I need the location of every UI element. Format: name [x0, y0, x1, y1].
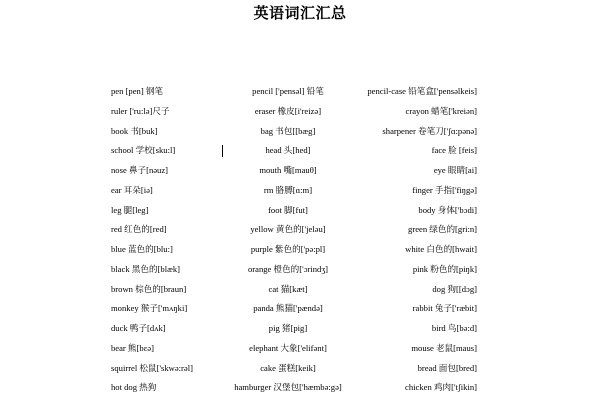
vocab-row — [0, 161, 600, 181]
vocab-entry: face 脸 [feis] — [431, 145, 477, 156]
vocabulary-table — [0, 82, 600, 398]
vocab-entry: bread 面包[bred] — [417, 362, 477, 373]
vocab-entry: white 白色的[hwait] — [405, 244, 477, 254]
vocab-entry: mouse 老鼠[maus] — [411, 342, 477, 353]
vocab-row — [0, 378, 600, 398]
vocab-entry: bear 熊[bɛə] — [111, 342, 154, 353]
vocab-row — [0, 280, 600, 300]
vocab-entry: leg 腿[leg] — [111, 204, 149, 215]
vocab-row — [0, 82, 600, 102]
vocab-entry: red 红色的[red] — [111, 224, 167, 235]
vocab-entry: duck 鸭子[dʌk] — [111, 323, 166, 333]
vocab-entry: body 身体['bɔdi] — [418, 204, 477, 215]
vocab-entry: orange 橙色的['ɔrindʒ] — [247, 263, 329, 274]
vocab-entry: green 绿色的[gri:n] — [408, 224, 477, 235]
vocab-entry: pig 猪[pig] — [268, 323, 308, 333]
vocab-row — [0, 141, 600, 161]
vocab-entry: chicken 鸡肉['tʃikin] — [405, 382, 477, 393]
vocab-entry: mouth 嘴[mauθ] — [259, 165, 317, 175]
vocab-entry: monkey 猴子['mʌŋki] — [111, 303, 188, 314]
vocab-row — [0, 122, 600, 142]
vocab-entry: cat 猫[kæt] — [268, 283, 308, 294]
vocab-entry: pencil-case 铅笔盒['pensəlkeis] — [367, 86, 477, 96]
vocab-row — [0, 181, 600, 201]
vocab-entry: blue 蓝色的[blu:] — [111, 244, 173, 254]
document-title: 英语词汇汇总 — [253, 6, 347, 22]
vocab-entry: hamburger 汉堡包['hæmbə:gə] — [234, 382, 342, 393]
vocab-entry: squirrel 松鼠['skwə:rəl] — [111, 362, 193, 373]
vocab-row — [0, 319, 600, 339]
vocab-entry: black 黑色的[blæk] — [111, 263, 180, 274]
vocab-entry: elephant 大象['elifənt] — [249, 342, 327, 353]
vocab-row — [0, 220, 600, 240]
vocab-row — [0, 102, 600, 122]
vocab-entry: ruler ['ru:lə]尺子 — [111, 105, 170, 116]
vocab-entry: ear 耳朵[iə] — [111, 184, 153, 195]
vocab-entry: dog 狗[[dɔg] — [432, 283, 477, 294]
vocab-entry: book 书[buk] — [111, 125, 158, 136]
vocab-entry: bird 鸟[bə:d] — [431, 323, 477, 333]
vocab-entry: school 学校[sku:l] — [111, 145, 176, 156]
vocab-entry: sharpener 卷笔刀['ʃɑ:pənə] — [382, 125, 477, 136]
vocab-row — [0, 260, 600, 280]
vocab-entry: hot dog 热狗 — [111, 382, 157, 393]
vocab-entry: rabbit 兔子['ræbit] — [412, 303, 477, 314]
vocab-entry: panda 熊猫['pændə] — [253, 303, 323, 314]
vocab-entry: cake 蛋糕[keik] — [260, 362, 316, 373]
vocab-entry: yellow 黄色的['jeləu] — [250, 224, 326, 235]
vocab-entry: pencil ['pensəl] 铅笔 — [252, 86, 324, 96]
vocab-row — [0, 201, 600, 221]
vocab-entry: eye 眼睛[ai] — [433, 165, 477, 175]
vocab-entry: pink 粉色的[piŋk] — [412, 263, 477, 274]
vocab-entry: brown 棕色的[braun] — [111, 283, 187, 294]
vocab-row — [0, 339, 600, 359]
vocab-entry: nose 鼻子[nəuz] — [111, 165, 169, 175]
vocab-entry: bag 书包[[bæg] — [260, 125, 316, 136]
vocab-entry: rm 胳膊[ɑ:m] — [263, 184, 313, 195]
vocab-entry: finger 手指['fiŋgə] — [412, 184, 477, 195]
vocab-row — [0, 299, 600, 319]
vocab-row — [0, 240, 600, 260]
vocab-entry: foot 脚[fut] — [268, 204, 308, 215]
vocab-entry: crayon 蜡笔['kreiən] — [405, 105, 477, 116]
vocab-row — [0, 359, 600, 379]
vocab-entry: pen [pen] 钢笔 — [111, 86, 164, 96]
vocab-entry: purple 紫色的['pə:pl] — [250, 244, 326, 254]
vocab-entry: head 头[hed] — [265, 145, 311, 156]
vocab-entry: eraser 橡皮[i'reizə] — [254, 105, 322, 116]
